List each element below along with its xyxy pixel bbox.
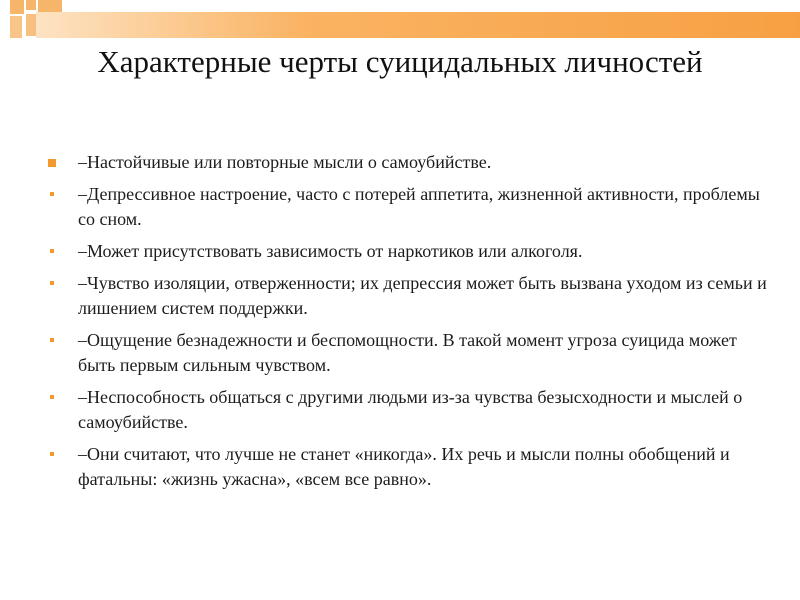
list-item-text: –Ощущение безнадежности и беспомощности. В такой момент угроза суицида может быть первым сильным чувством. xyxy=(78,330,737,375)
bullet-list xyxy=(48,150,768,499)
list-item-text: –Депрессивное настроение, часто с потерей аппетита, жизненной активности, проблемы со сном. xyxy=(78,184,760,229)
square-bullet-icon xyxy=(50,338,54,342)
slide-title: Характерные черты суицидальных личностей xyxy=(97,44,703,79)
decorative-square xyxy=(26,14,36,36)
square-bullet-icon xyxy=(48,159,56,167)
list-item-text: –Чувство изоляции, отверженности; их депрессия может быть вызвана уходом из семьи и лишением систем поддержки. xyxy=(78,273,767,318)
decorative-square xyxy=(26,0,36,10)
list-item xyxy=(48,271,768,321)
decorative-square xyxy=(10,16,22,38)
list-item-text: –Они считают, что лучше не станет «никогда». Их речь и мысли полны обобщений и фатальны: «жизнь ужасна», «всем все равно». xyxy=(78,444,730,489)
decorative-square xyxy=(38,0,62,12)
list-item xyxy=(48,442,768,492)
list-item xyxy=(48,328,768,378)
list-item xyxy=(48,182,768,232)
list-item-text: –Настойчивые или повторные мысли о самоубийстве. xyxy=(78,152,492,172)
list-item xyxy=(48,385,768,435)
list-item xyxy=(48,239,768,264)
square-bullet-icon xyxy=(50,281,54,285)
square-bullet-icon xyxy=(50,452,54,456)
square-bullet-icon xyxy=(50,395,54,399)
list-item-text: –Неспособность общаться с другими людьми из-за чувства безысходности и мыслей о самоубийстве. xyxy=(78,387,743,432)
square-bullet-icon xyxy=(50,192,54,196)
square-bullet-icon xyxy=(50,249,54,253)
list-item-text: –Может присутствовать зависимость от наркотиков или алкоголя. xyxy=(78,241,583,261)
header-gradient-bar xyxy=(36,12,800,38)
decorative-square xyxy=(10,0,24,14)
list-item xyxy=(48,150,768,175)
